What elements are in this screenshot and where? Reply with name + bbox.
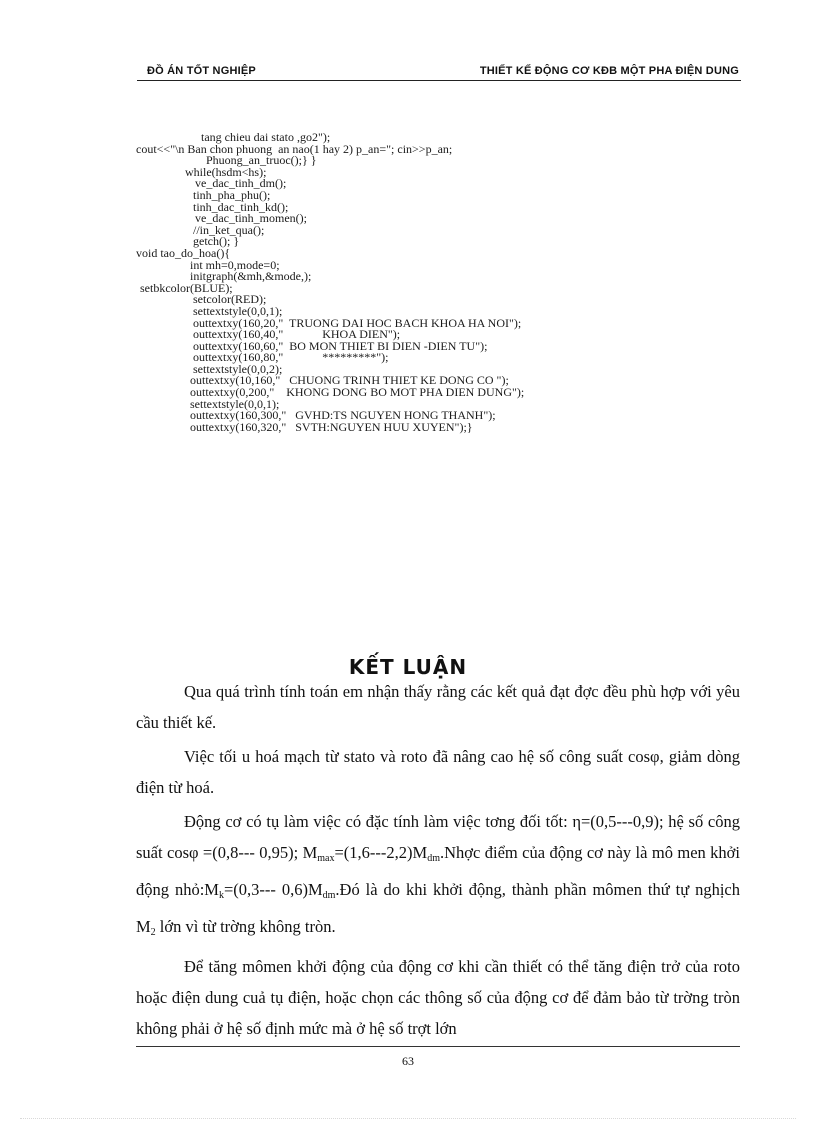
code-line: outtextxy(10,160," CHUONG TRINH THIET KE DONG CO "); (190, 373, 509, 388)
code-line: tang chieu dai stato ,go2"); (201, 130, 331, 144)
paragraph-1: Qua quá trình tính toán em nhận thấy rằng các kết quả đạt đợc đều phù hợp với yêu cầu thiết kế. (136, 682, 740, 732)
code-line: settextstyle(0,0,1); (190, 396, 280, 411)
text-run: =(0,3--- 0,6)M (223, 880, 323, 899)
code-line: tinh_dac_tinh_kd(); (193, 199, 289, 214)
code-line: outtextxy(160,320," SVTH:NGUYEN HUU XUYEN");} (190, 419, 473, 434)
subscript: max (317, 853, 335, 864)
header-right-title: THIẾT KẾ ĐỘNG CƠ KĐB MỘT PHA ĐIỆN DUNG (479, 65, 739, 77)
code-line: cout<<"\n Ban chon phuong an nao(1 hay 2) p_an="; cin>>p_an; (136, 141, 453, 156)
paragraph-3 (136, 806, 740, 948)
text-run: Động cơ có tụ làm việc có đặc tính làm việc tơng đối tốt: η=(0,5---0,9); hệ số công suất cosφ =(0,8--- 0,95); M (136, 812, 740, 862)
subscript: 2 (150, 927, 156, 938)
code-line: settextstyle(0,0,2); (193, 361, 283, 376)
code-line: ve_dac_tinh_momen(); (195, 211, 307, 226)
page-number: 63 (402, 1054, 414, 1068)
subscript: dm (322, 890, 336, 901)
text-run: .Đó là do khi khởi động, thành phần mômen thứ tự nghịch M (136, 880, 741, 936)
paragraph-4: Để tăng mômen khởi động của động cơ khi cần thiết có thể tăng điện trở của roto hoặc điện dung cuả tụ điện, hoặc chọn các thông số của động cơ để đảm bảo từ trờng tròn không phải ở hệ số định mức mà ở hệ số trợt lớn (136, 957, 740, 1038)
text-run: .Nhợc điểm của động cơ này là mô men khởi động nhỏ:M (136, 843, 740, 899)
subscript: dm (427, 853, 440, 864)
page-header (137, 62, 741, 81)
code-line: outtextxy(160,60," BO MON THIET BI DIEN -DIEN TU"); (193, 338, 488, 353)
code-listing (0, 132, 816, 433)
code-line: tinh_pha_phu(); (193, 187, 271, 202)
code-line: getch(); } (193, 234, 240, 249)
code-line: outtextxy(160,300," GVHD:TS NGUYEN HONG THANH"); (190, 408, 496, 423)
code-line: outtextxy(160,20," TRUONG DAI HOC BACH KHOA HA NOI"); (193, 315, 522, 330)
code-line: while(hsdm<hs); (185, 164, 267, 179)
text-run: =(1,6---2,2)M (334, 843, 428, 862)
subscript: k (218, 890, 224, 901)
conclusion-title: KẾT LUẬN (348, 655, 468, 679)
code-line: initgraph(&mh,&mode,); (190, 269, 312, 284)
text-run: lớn vì từ trờng không tròn. (155, 917, 336, 936)
code-line: setcolor(RED); (193, 292, 267, 307)
footer-divider (136, 1046, 740, 1047)
code-line: int mh=0,mode=0; (190, 257, 280, 272)
code-line: settextstyle(0,0,1); (193, 303, 283, 318)
code-line: Phuong_an_truoc();} } (206, 153, 317, 168)
code-line: ve_dac_tinh_dm(); (195, 176, 287, 191)
header-left-title: ĐỒ ÁN TỐT NGHIỆP (147, 65, 256, 77)
paragraph-2: Việc tối u hoá mạch từ stato và roto đã nâng cao hệ số công suất cosφ, giảm dòng điện từ hoá. (136, 747, 740, 797)
code-line: //in_ket_qua(); (193, 222, 265, 237)
code-line: outtextxy(160,40," KHOA DIEN"); (193, 327, 401, 342)
code-line: setbkcolor(BLUE); (140, 280, 233, 295)
code-line: outtextxy(160,80," *********"); (193, 350, 389, 365)
code-line: outtextxy(0,200," KHONG DONG BO MOT PHA DIEN DUNG"); (190, 385, 525, 400)
code-line: void tao_do_hoa(){ (136, 245, 231, 260)
conclusion-body (136, 676, 740, 1044)
page-edge-dotted-line (20, 1118, 796, 1119)
